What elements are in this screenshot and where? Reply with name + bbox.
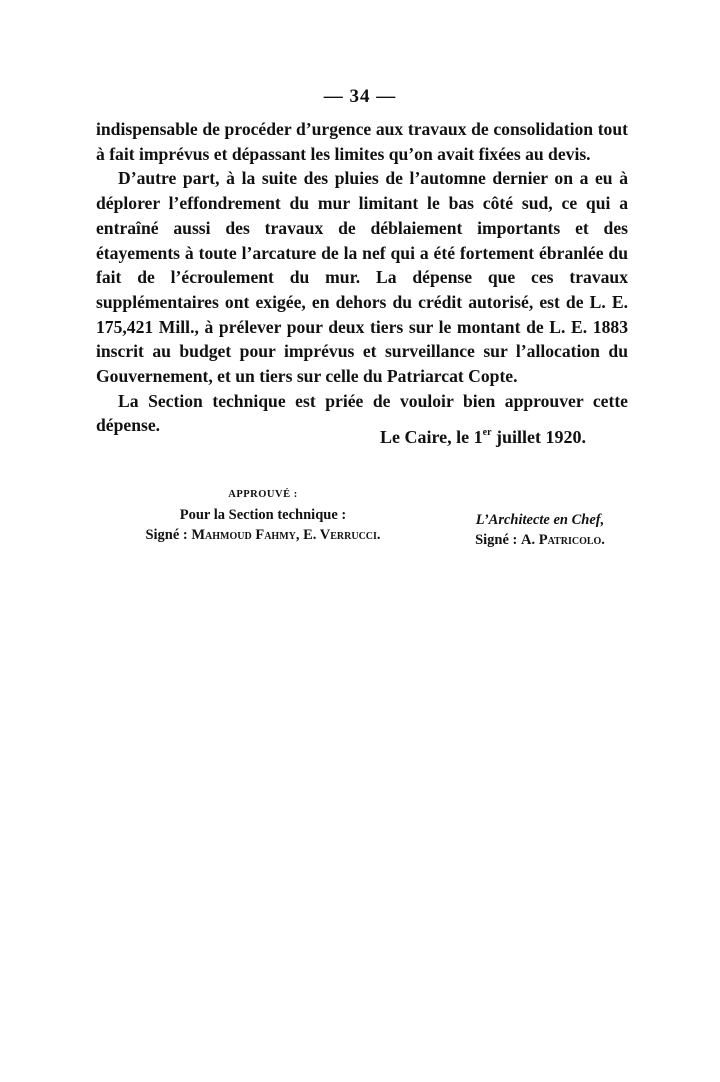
paragraph-1: indispensable de procéder d’urgence aux travaux de consolidation tout à fait imprévus et dépassant les limites qu’on avait fixées au devis. [96,119,628,164]
body-text [96,117,628,438]
section-technique-line: Pour la Section technique : [179,507,347,523]
signature-block-architect [455,510,625,550]
signed-prefix-left: Signé : [145,527,192,543]
signed-prefix-right: Signé : [475,532,521,548]
paragraph-2: D’autre part, à la suite des pluies de l’automne dernier on a eu à déplorer l’effondrement du mur limitant le bas côté sud, ce qui a entraîné aussi des travaux de déblaiement importants et des étayements à toute l’arcature de la nef qui a été fortement ébranlée du fait de l’écroulement du mur. La dépense que ces travaux supplémentaires ont exigée, en dehors du crédit autorisé, est de L. E. 175,421 Mill., à prélever pour deux tiers sur le montant de L. E. 1883 inscrit au budget pour imprévus et surveillance sur l’allocation du Gouvernement, et un tiers sur celle du Patriarcat Copte. [96,168,628,387]
architect-name: A. Patricolo. [521,532,605,548]
architect-signatory [455,530,625,550]
page-number: — 34 — [323,86,397,107]
signature-block-section [118,489,408,545]
architect-title: L’Architecte en Chef, [475,512,605,528]
signatory-names: Mahmoud Fahmy, E. Verrucci. [191,527,381,543]
dateline-after: juillet 1920. [491,427,587,447]
section-signatories [118,525,408,545]
paragraph-3: La Section technique est priée de vouloir bien approuver cette dépense. [96,390,628,436]
approved-label: APPROUVÉ : [228,489,298,500]
dateline-superscript: er [482,427,492,438]
dateline-before: Le Caire, le 1 [380,427,483,447]
dateline [380,427,586,448]
